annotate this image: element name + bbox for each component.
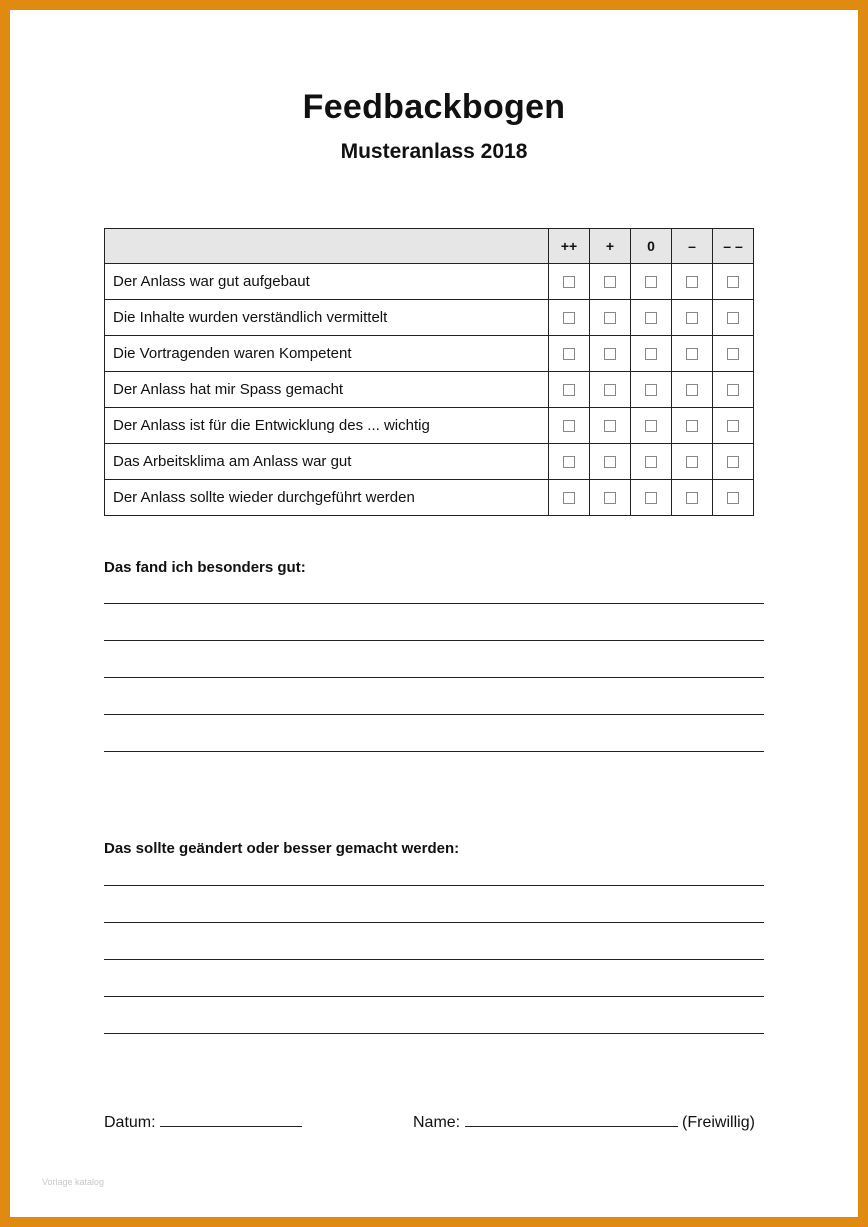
table-row bbox=[105, 300, 754, 336]
write-line[interactable] bbox=[104, 603, 764, 604]
scale-header: 0 bbox=[631, 229, 672, 264]
date-field bbox=[104, 1112, 302, 1132]
rating-checkbox[interactable] bbox=[563, 312, 575, 324]
rating-cell bbox=[631, 408, 672, 444]
document-subtitle: Musteranlass 2018 bbox=[340, 140, 528, 163]
rating-cell bbox=[672, 300, 713, 336]
statement-cell: Die Inhalte wurden verständlich vermittelt bbox=[105, 300, 549, 336]
rating-checkbox[interactable] bbox=[645, 384, 657, 396]
rating-cell bbox=[549, 264, 590, 300]
rating-checkbox[interactable] bbox=[686, 312, 698, 324]
rating-checkbox[interactable] bbox=[727, 348, 739, 360]
scale-header: ++ bbox=[549, 229, 590, 264]
rating-checkbox[interactable] bbox=[604, 348, 616, 360]
table-row bbox=[105, 372, 754, 408]
statement-cell: Die Vortragenden waren Kompetent bbox=[105, 336, 549, 372]
write-line[interactable] bbox=[104, 959, 764, 960]
write-line[interactable] bbox=[104, 714, 764, 715]
rating-checkbox[interactable] bbox=[645, 312, 657, 324]
statement-cell: Das Arbeitsklima am Anlass war gut bbox=[105, 444, 549, 480]
table-row bbox=[105, 264, 754, 300]
document-title: Feedbackbogen bbox=[302, 88, 566, 126]
rating-cell bbox=[549, 444, 590, 480]
optional-note: (Freiwillig) bbox=[682, 1114, 755, 1131]
rating-checkbox[interactable] bbox=[727, 420, 739, 432]
rating-cell bbox=[631, 372, 672, 408]
rating-cell bbox=[672, 480, 713, 516]
name-field bbox=[413, 1112, 755, 1132]
rating-cell bbox=[631, 336, 672, 372]
rating-checkbox[interactable] bbox=[604, 492, 616, 504]
rating-checkbox[interactable] bbox=[686, 348, 698, 360]
rating-checkbox[interactable] bbox=[563, 348, 575, 360]
rating-cell bbox=[590, 372, 631, 408]
scale-header: – – bbox=[713, 229, 754, 264]
write-line[interactable] bbox=[104, 885, 764, 886]
rating-checkbox[interactable] bbox=[727, 312, 739, 324]
rating-checkbox[interactable] bbox=[604, 456, 616, 468]
write-line[interactable] bbox=[104, 922, 764, 923]
rating-cell bbox=[590, 408, 631, 444]
rating-cell bbox=[631, 480, 672, 516]
name-input-line[interactable] bbox=[465, 1112, 678, 1127]
rating-cell bbox=[631, 300, 672, 336]
rating-cell bbox=[590, 336, 631, 372]
rating-checkbox[interactable] bbox=[604, 420, 616, 432]
rating-cell bbox=[590, 444, 631, 480]
rating-cell bbox=[713, 444, 754, 480]
rating-cell bbox=[713, 480, 754, 516]
rating-cell bbox=[549, 372, 590, 408]
rating-checkbox[interactable] bbox=[686, 420, 698, 432]
rating-checkbox[interactable] bbox=[563, 492, 575, 504]
date-input-line[interactable] bbox=[160, 1112, 302, 1127]
table-row bbox=[105, 444, 754, 480]
rating-cell bbox=[549, 300, 590, 336]
section-heading-positive: Das fand ich besonders gut: bbox=[104, 559, 306, 576]
rating-cell bbox=[549, 408, 590, 444]
rating-checkbox[interactable] bbox=[645, 276, 657, 288]
rating-cell bbox=[590, 300, 631, 336]
rating-cell bbox=[672, 372, 713, 408]
rating-cell bbox=[713, 300, 754, 336]
rating-checkbox[interactable] bbox=[563, 456, 575, 468]
statement-cell: Der Anlass war gut aufgebaut bbox=[105, 264, 549, 300]
statement-cell: Der Anlass sollte wieder durchgeführt werden bbox=[105, 480, 549, 516]
watermark: Vorlage katalog bbox=[42, 1177, 105, 1187]
rating-checkbox[interactable] bbox=[727, 492, 739, 504]
rating-cell bbox=[713, 372, 754, 408]
rating-checkbox[interactable] bbox=[563, 420, 575, 432]
rating-checkbox[interactable] bbox=[686, 456, 698, 468]
rating-checkbox[interactable] bbox=[604, 276, 616, 288]
rating-cell bbox=[549, 336, 590, 372]
table-row bbox=[105, 480, 754, 516]
rating-cell bbox=[549, 480, 590, 516]
rating-checkbox[interactable] bbox=[645, 348, 657, 360]
rating-checkbox[interactable] bbox=[604, 384, 616, 396]
scale-header: + bbox=[590, 229, 631, 264]
rating-cell bbox=[631, 444, 672, 480]
rating-cell bbox=[713, 408, 754, 444]
rating-checkbox[interactable] bbox=[727, 276, 739, 288]
rating-checkbox[interactable] bbox=[645, 420, 657, 432]
rating-cell bbox=[672, 336, 713, 372]
document-page bbox=[10, 10, 858, 1217]
rating-cell bbox=[590, 264, 631, 300]
statement-cell: Der Anlass hat mir Spass gemacht bbox=[105, 372, 549, 408]
rating-checkbox[interactable] bbox=[563, 276, 575, 288]
rating-table bbox=[104, 228, 754, 516]
rating-cell bbox=[713, 336, 754, 372]
name-label: Name: bbox=[413, 1114, 461, 1131]
write-line[interactable] bbox=[104, 1033, 764, 1034]
rating-checkbox[interactable] bbox=[645, 456, 657, 468]
rating-checkbox[interactable] bbox=[604, 312, 616, 324]
date-label: Datum: bbox=[104, 1114, 156, 1131]
rating-checkbox[interactable] bbox=[727, 456, 739, 468]
header-statement-cell bbox=[105, 229, 549, 264]
write-line[interactable] bbox=[104, 677, 764, 678]
rating-cell bbox=[672, 264, 713, 300]
write-line[interactable] bbox=[104, 996, 764, 997]
rating-checkbox[interactable] bbox=[563, 384, 575, 396]
rating-header-row bbox=[105, 229, 754, 264]
rating-checkbox[interactable] bbox=[686, 384, 698, 396]
section-heading-improve: Das sollte geändert oder besser gemacht werden: bbox=[104, 840, 460, 857]
rating-checkbox[interactable] bbox=[645, 492, 657, 504]
table-row bbox=[105, 408, 754, 444]
statement-cell: Der Anlass ist für die Entwicklung des ... wichtig bbox=[105, 408, 549, 444]
rating-cell bbox=[631, 264, 672, 300]
rating-checkbox[interactable] bbox=[686, 276, 698, 288]
rating-cell bbox=[672, 408, 713, 444]
write-line[interactable] bbox=[104, 751, 764, 752]
rating-cell bbox=[713, 264, 754, 300]
rating-checkbox[interactable] bbox=[686, 492, 698, 504]
rating-checkbox[interactable] bbox=[727, 384, 739, 396]
table-row bbox=[105, 336, 754, 372]
rating-cell bbox=[672, 444, 713, 480]
scale-header: – bbox=[672, 229, 713, 264]
write-line[interactable] bbox=[104, 640, 764, 641]
rating-cell bbox=[590, 480, 631, 516]
